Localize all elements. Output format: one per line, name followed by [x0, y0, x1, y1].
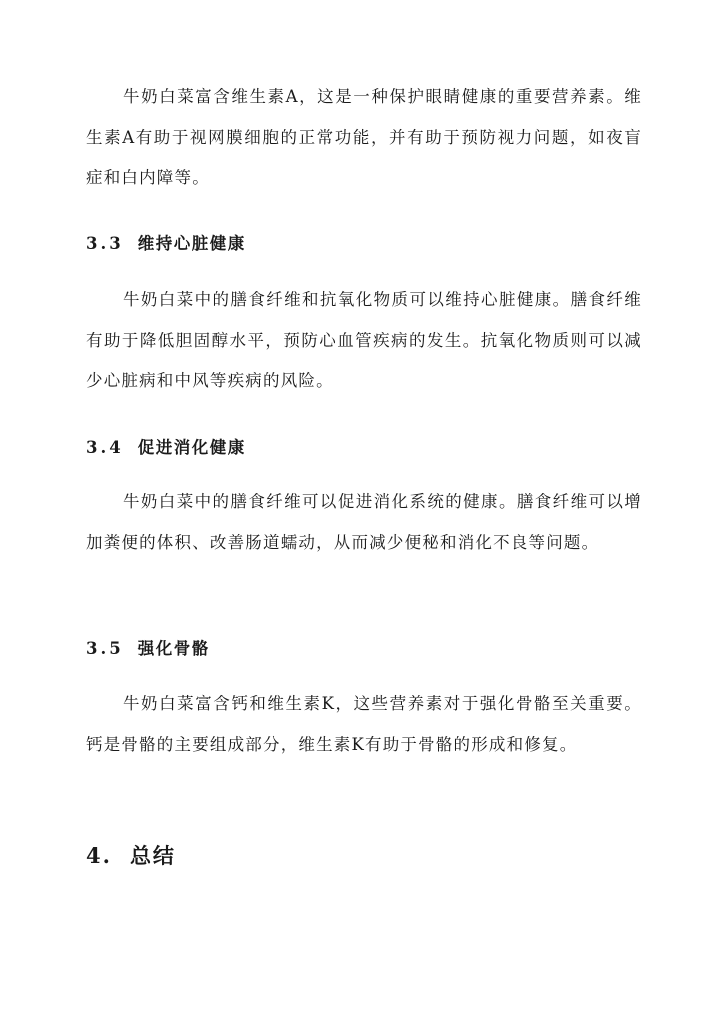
paragraph-digestive-health: 牛奶白菜中的膳食纤维可以促进消化系统的健康。膳食纤维可以增加粪便的体积、改善肠道蠕动，从而减少便秘和消化不良等问题。 [86, 492, 642, 552]
paragraph-vitamin-a: 牛奶白菜富含维生素A，这是一种保护眼睛健康的重要营养素。维生素A有助于视网膜细胞的正常功能，并有助于预防视力问题，如夜盲症和白内障等。 [86, 87, 642, 187]
section-number: 3.5 [86, 639, 124, 658]
section-number: 4. [86, 843, 112, 868]
section-title: 促进消化健康 [137, 438, 246, 457]
section-title: 维持心脏健康 [137, 234, 246, 253]
paragraph-heart-health: 牛奶白菜中的膳食纤维和抗氧化物质可以维持心脏健康。膳食纤维有助于降低胆固醇水平，预防心血管疾病的发生。抗氧化物质则可以减少心脏病和中风等疾病的风险。 [86, 290, 642, 390]
section-number: 3.4 [86, 438, 124, 457]
section-heading-4 [86, 840, 176, 870]
section-heading-3-4 [86, 434, 246, 458]
section-number: 3.3 [86, 234, 124, 253]
section-title: 强化骨骼 [137, 639, 210, 658]
section-heading-3-5 [86, 635, 210, 659]
section-title: 总结 [129, 843, 176, 868]
paragraph-bone-strength: 牛奶白菜富含钙和维生素K，这些营养素对于强化骨骼至关重要。钙是骨骼的主要组成部分，维生素K有助于骨骼的形成和修复。 [86, 694, 642, 754]
section-heading-3-3 [86, 230, 246, 254]
